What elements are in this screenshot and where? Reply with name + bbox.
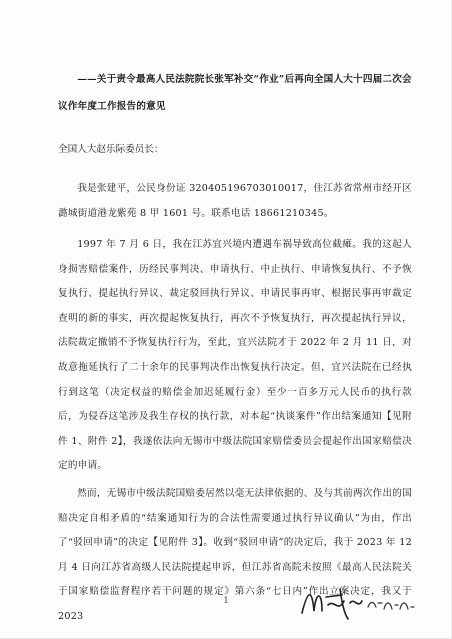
handwritten-signature — [298, 583, 418, 623]
page-number: 1 — [223, 596, 229, 605]
paragraph-3: 然而，无锡市中级法院国赔委居然以毫无法律依据的、及与其前两次作出的国赔决定自相矛盾的“结案通知行为的合法性需要通过执行异议确认”为由，作出了“驳回申请”的决定【见附件 3】。收到“驳回申请”的决定后，我于 2023 年 12 月 4 日向江苏省高级人民法院提起申诉，但江苏省高院未按照《最高人民法院关于国家赔偿监督程序若干问题的规定》第六条“七日内”作出立案决定，我又于 2023 — [58, 488, 412, 622]
salutation: 全国人大赵乐际委员长： — [58, 144, 164, 155]
paragraph-2: 1997 年 7 月 6 日，我在江苏宜兴境内遭遇车祸导致高位截瘫。我的这起人身损害赔偿案件，历经民事判决、申请执行、中止执行、申请恢复执行、不予恢复执行、提起执行异议、裁定驳回执行异议、申请民事再审、根据民事再审裁定查明的新的事实，再次提起恢复执行，再次不予恢复执行，再次提起执行异议，法院裁定撤销不予恢复执行行为，至此，宜兴法院才于 2022 年 2 月 11 日，对故意拖延执行了二十余年的民事判决作出恢复执行决定。但，宜兴法院在已经执行到这笔（决定权益的赔偿金加迟延履行金）至少一百多万元人民币的执行款后，为侵吞这笔涉及我生存权的执行款，对本起“执谈案件”作出结案通知【见附件 1、附件 2】，我遂依法向无锡市中级法院国家赔偿委员会提起作出国家赔偿决定的申请。 — [58, 239, 412, 472]
document-title: ——关于责令最高人民法院院长张军补交“作业”后再向全国人大十四届二次会议作年度工作报告的意见 — [58, 74, 412, 112]
paragraph-1: 我是张建平，公民身份证 320405196703010017，住江苏省常州市经开区潞城街道港龙紫苑 8 甲 1601 号。联系电话 18661210345。 — [58, 183, 412, 219]
